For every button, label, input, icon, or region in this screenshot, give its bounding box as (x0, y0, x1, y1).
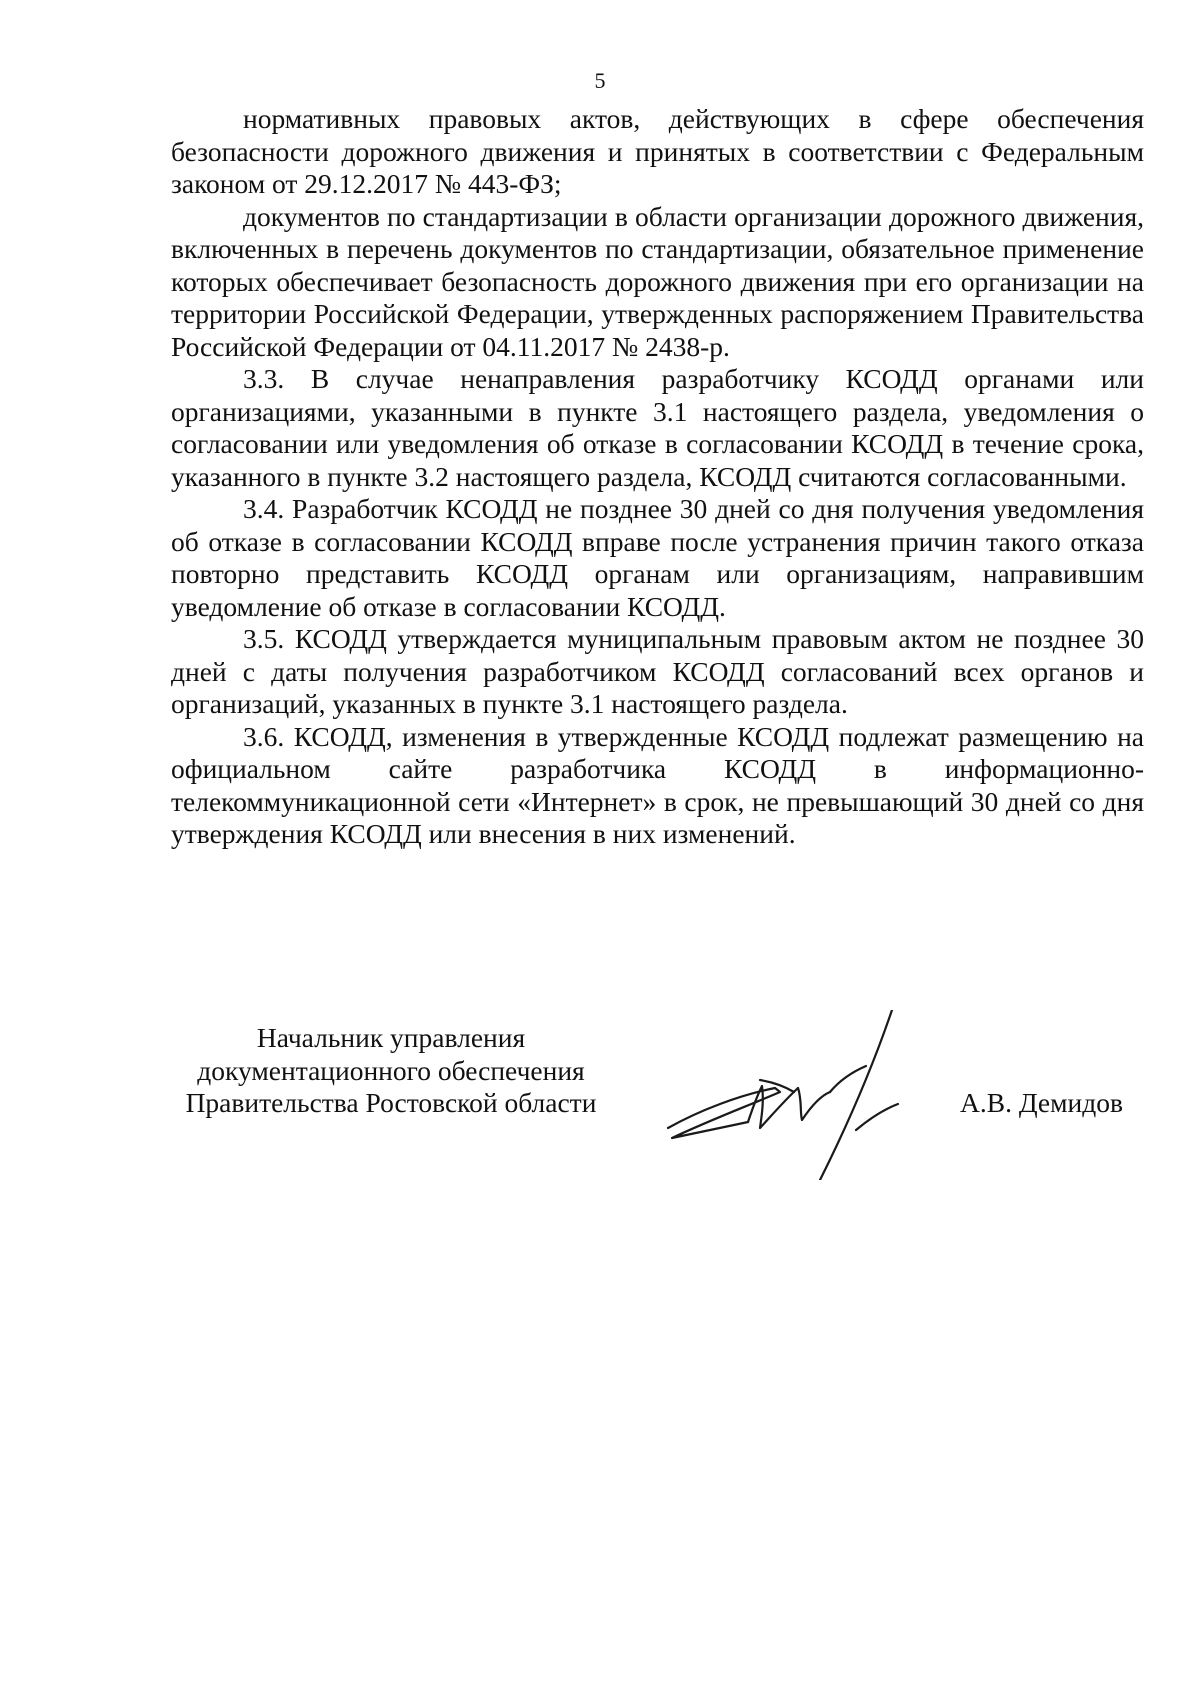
paragraph-3-4: 3.4. Разработчик КСОДД не позднее 30 дней со дня получения уведомления об отказе в согласовании КСОДД вправе после устранения причин такого отказа повторно представить КСОДД органам или организациям, направившим уведомление об отказе в согласовании КСОДД. (171, 493, 1144, 622)
paragraph-3-5: 3.5. КСОДД утверждается муниципальным правовым актом не позднее 30 дней с даты получения разработчиком КСОДД согласований всех органов и организаций, указанных в пункте 3.1 настоящего раздела. (171, 623, 1144, 719)
paragraph-normative-acts: нормативных правовых актов, действующих в сфере обеспечения безопасности дорожного движения и принятых в соответствии с Федеральным законом от 29.12.2017 № 443-ФЗ; (171, 103, 1144, 199)
paragraph-standardization-docs: документов по стандартизации в области организации дорожного движения, включенных в перечень документов по стандартизации, обязательное применение которых обеспечивает безопасность дорожного движения при его организации на территории Российской Федерации, утвержденных распоряжением Правительства Российской Федерации от 04.11.2017 № 2438-р. (171, 200, 1144, 362)
signatory-title-line: Начальник управления (256, 1022, 526, 1053)
paragraph-3-3: 3.3. В случае ненаправления разработчику КСОДД органами или организациями, указанными в пункте 3.1 настоящего раздела, уведомления о согласовании или уведомления об отказе в согласовании КСОДД в течение срока, указанного в пункте 3.2 настоящего раздела, КСОДД считаются согласованными. (171, 363, 1144, 492)
document-body (171, 103, 1144, 851)
paragraph-3-6: 3.6. КСОДД, изменения в утвержденные КСОДД подлежат размещению на официальном сайте разработчика КСОДД в информационно-телекоммуникационной сети «Интернет» в срок, не превышающий 30 дней со дня утверждения КСОДД или внесения в них изменений. (171, 720, 1144, 849)
signatory-title (171, 1022, 611, 1120)
page-number: 5 (594, 68, 606, 93)
signatory-name: А.В. Демидов (960, 1087, 1123, 1118)
signatory-title-line: документационного обеспечения (197, 1054, 585, 1086)
signatory-title-line: Правительства Ростовской области (185, 1087, 597, 1118)
handwritten-signature (660, 1010, 950, 1180)
